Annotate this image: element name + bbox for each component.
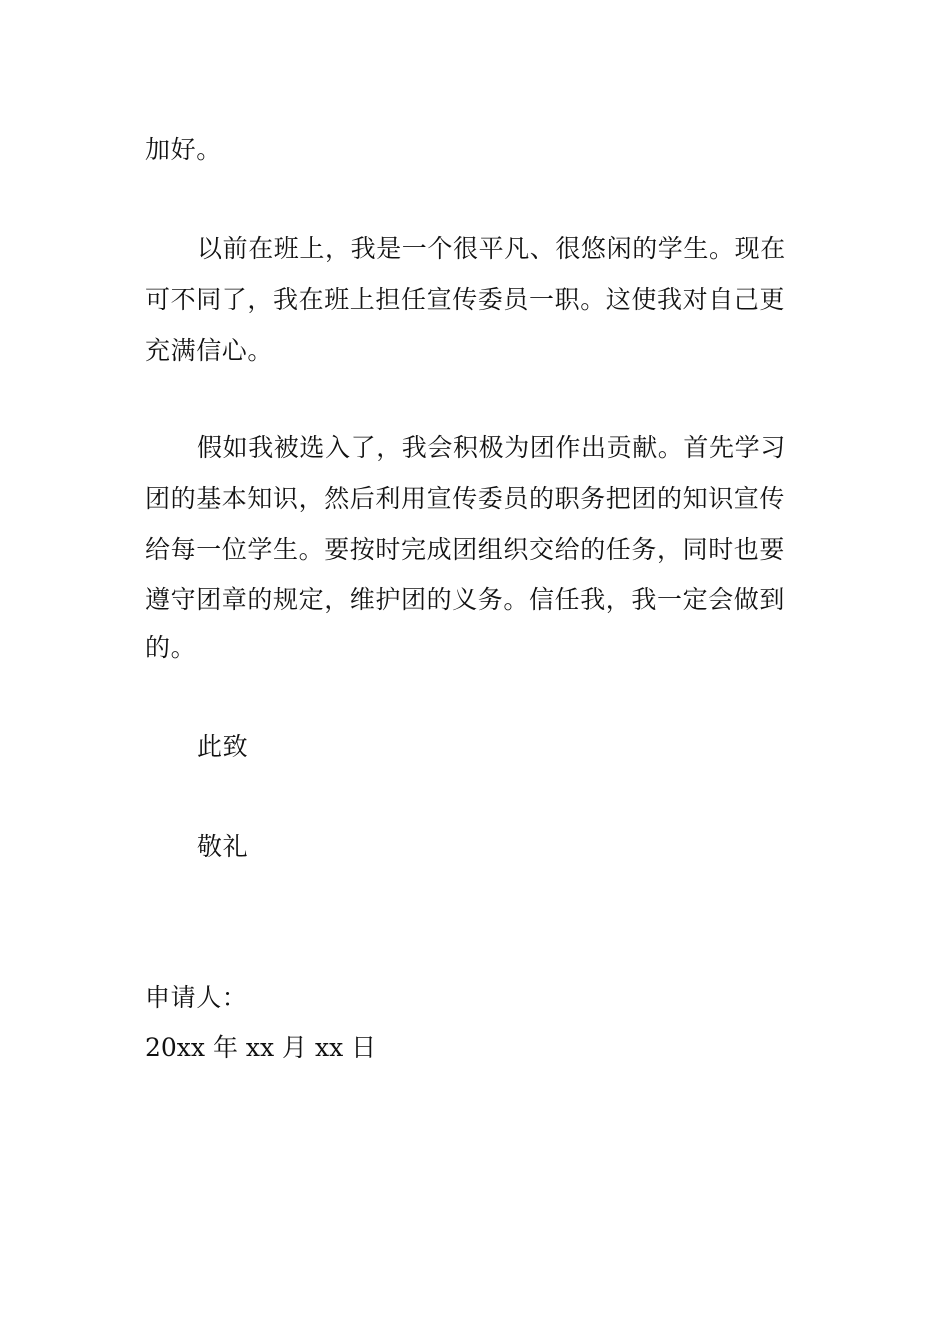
- date-line: 20xx 年 xx 月 xx 日: [145, 1033, 377, 1062]
- paragraph-line: 以前在班上，我是一个很平凡、很悠闲的学生。现在: [197, 234, 786, 263]
- paragraph-line: 充满信心。: [145, 336, 274, 365]
- paragraph-line: 团的基本知识，然后利用宣传委员的职务把团的知识宣传: [145, 484, 786, 513]
- paragraph-line: 遵守团章的规定，维护团的义务。信任我，我一定会做到: [145, 585, 786, 614]
- closing-regards: 敬礼: [197, 832, 249, 861]
- paragraph-line: 给每一位学生。要按时完成团组织交给的任务，同时也要: [145, 535, 786, 564]
- paragraph-line: 假如我被选入了，我会积极为团作出贡献。首先学习: [197, 433, 786, 462]
- paragraph-line: 的。: [145, 633, 197, 662]
- paragraph-line: 加好。: [145, 135, 222, 164]
- applicant-label: 申请人：: [145, 983, 248, 1012]
- closing-salutation: 此致: [197, 732, 249, 761]
- paragraph-line: 可不同了，我在班上担任宣传委员一职。这使我对自己更: [145, 285, 786, 314]
